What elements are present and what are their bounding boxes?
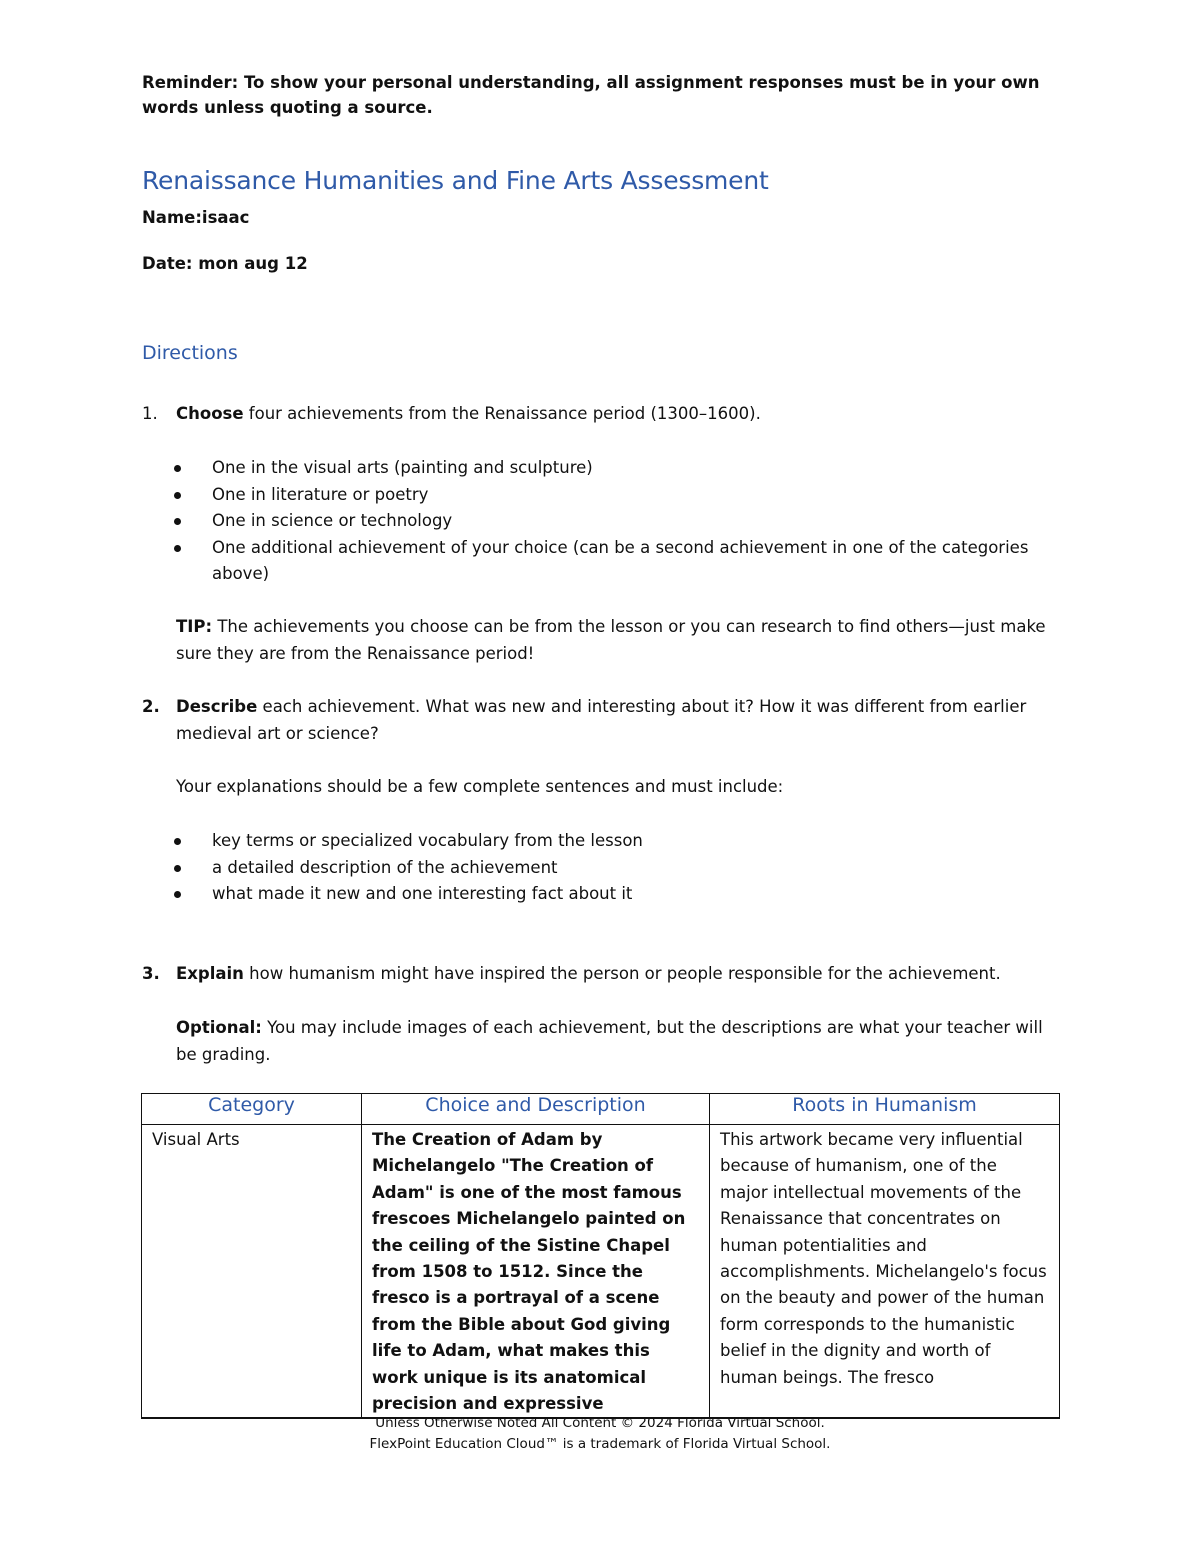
step-text xyxy=(176,401,1056,428)
bullet-icon xyxy=(174,492,181,499)
category-cell[interactable]: Visual Arts xyxy=(142,1125,362,1419)
bullet-icon xyxy=(174,518,181,525)
column-header-choice: Choice and Description xyxy=(362,1094,710,1125)
directions-heading: Directions xyxy=(142,342,238,364)
step-verb: Explain xyxy=(176,964,244,983)
bullet-icon xyxy=(174,465,181,472)
step-instruction: how humanism might have inspired the person or people responsible for the achievement. xyxy=(243,964,1001,983)
achievement-categories-list xyxy=(170,455,1050,588)
optional-paragraph xyxy=(176,1015,1056,1068)
table-row xyxy=(142,1125,1060,1419)
optional-text: You may include images of each achievement, but the descriptions are what your teacher will be grading. xyxy=(176,1018,1043,1064)
list-item: what made it new and one interesting fact about it xyxy=(170,881,1050,908)
list-item: a detailed description of the achievement xyxy=(170,855,1050,882)
bullet-icon xyxy=(174,545,181,552)
step-verb: Describe xyxy=(176,697,258,716)
step-number: 1. xyxy=(142,404,158,423)
tip-paragraph xyxy=(176,614,1056,667)
explanation-requirements-list xyxy=(170,828,1050,908)
choice-description-cell[interactable]: The Creation of Adam by Michelangelo "The Creation of Adam" is one of the most famous frescoes Michelangelo painted on the ceiling of the Sistine Chapel from 1508 to 1512. Since the fresco is a portrayal of a scene from the Bible about God giving life to Adam, what makes this work unique is its anatomical precision and expressive xyxy=(362,1125,710,1419)
step-text xyxy=(176,694,1056,747)
list-item: One additional achievement of your choice (can be a second achievement in one of the categories above) xyxy=(170,535,1050,588)
step-instruction: each achievement. What was new and interesting about it? How it was different from earlier medieval art or science? xyxy=(176,697,1027,743)
reminder-note: Reminder: To show your personal understanding, all assignment responses must be in your own words unless quoting a source. xyxy=(142,73,1040,117)
bullet-icon xyxy=(174,838,181,845)
assessment-table xyxy=(141,1093,1060,1419)
tip-text: The achievements you choose can be from the lesson or you can research to find others—just make sure they are from the Renaissance period! xyxy=(176,617,1046,663)
footer-line: FlexPoint Education Cloud™ is a trademark of Florida Virtual School. xyxy=(369,1436,831,1452)
column-header-category: Category xyxy=(142,1094,362,1125)
tip-label: TIP: xyxy=(176,617,213,636)
step-number: 3. xyxy=(142,964,160,983)
roots-humanism-cell[interactable]: This artwork became very influential because of humanism, one of the major intellectual movements of the Renaissance that concentrates on human potentialities and accomplishments. Michelangelo's focus on the beauty and power of the human form corresponds to the humanistic belief in the dignity and worth of human beings. The fresco xyxy=(710,1125,1060,1419)
page-title: Renaissance Humanities and Fine Arts Assessment xyxy=(142,166,769,195)
optional-label: Optional: xyxy=(176,1018,262,1037)
step-text xyxy=(176,961,1056,988)
list-item: One in literature or poetry xyxy=(170,482,1050,509)
assignment-date: Date: mon aug 12 xyxy=(142,254,308,273)
footer-line: Unless Otherwise Noted All Content © 2024 Florida Virtual School. xyxy=(375,1415,825,1431)
step-verb: Choose xyxy=(176,404,244,423)
step-instruction: four achievements from the Renaissance period (1300–1600). xyxy=(243,404,761,423)
list-item: key terms or specialized vocabulary from the lesson xyxy=(170,828,1050,855)
step-number: 2. xyxy=(142,697,160,716)
copyright-footer xyxy=(0,1413,1200,1455)
list-item: One in science or technology xyxy=(170,508,1050,535)
bullet-icon xyxy=(174,865,181,872)
bullet-icon xyxy=(174,891,181,898)
student-name: Name:isaac xyxy=(142,208,250,227)
column-header-roots: Roots in Humanism xyxy=(710,1094,1060,1125)
explanation-intro: Your explanations should be a few complete sentences and must include: xyxy=(176,777,784,796)
list-item: One in the visual arts (painting and sculpture) xyxy=(170,455,1050,482)
table-header-row xyxy=(142,1094,1060,1125)
